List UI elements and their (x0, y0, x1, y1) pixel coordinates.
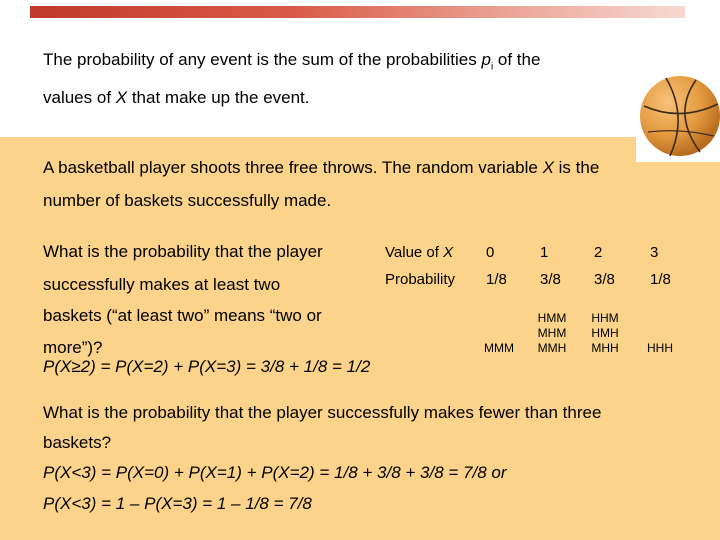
example-line-1 (43, 158, 599, 178)
outcome-item: HMH (591, 326, 619, 340)
table-prob-3: 1/8 (650, 271, 671, 288)
outcome-item: MHH (591, 341, 619, 355)
outcome-item: HMM (537, 311, 567, 325)
outcome-item: MMH (537, 341, 567, 355)
table-value-0: 0 (486, 244, 495, 261)
outcomes-2 (585, 311, 625, 356)
x-symbol: X (443, 244, 454, 261)
question2-line-1: What is the probability that the player successfully makes fewer than three (43, 403, 602, 422)
x-symbol: X (542, 158, 554, 177)
question2-line-2: baskets? (43, 433, 112, 452)
outcomes-1 (532, 311, 572, 356)
rule-text: values of (43, 88, 116, 107)
outcome-item: HHH (647, 341, 673, 355)
table-prob-2: 3/8 (594, 271, 615, 288)
question1-line-4: more”)? (43, 338, 103, 357)
basketball-icon (636, 70, 720, 162)
question1-line-3: baskets (“at least two” means “two or (43, 306, 322, 325)
example-text: A basketball player shoots three free throws. The random variable (43, 158, 543, 177)
table-prob-0: 1/8 (486, 271, 507, 288)
rule-text-end: of the (493, 50, 541, 69)
table-value-2: 2 (594, 244, 603, 261)
table-prob-1: 3/8 (540, 271, 561, 288)
rule-text-end: that make up the event. (127, 88, 310, 107)
p-symbol: p (481, 50, 491, 69)
rule-line-2 (43, 88, 310, 108)
table-value-3: 3 (650, 244, 659, 261)
outcomes-0 (479, 341, 519, 356)
outcome-item: MHM (537, 326, 567, 340)
rule-line-1 (43, 50, 540, 72)
question2-answer-2: P(X<3) = 1 – P(X=3) = 1 – 1/8 = 7/8 (43, 494, 312, 513)
outcome-item: MMM (484, 341, 514, 355)
example-text-end: is the (553, 158, 600, 177)
question2-answer-1: P(X<3) = P(X=0) + P(X=1) + P(X=2) = 1/8 + 3/8 + 3/8 = 7/8 or (43, 463, 507, 482)
outcome-item: HHM (591, 311, 619, 325)
example-line-2: number of baskets successfully made. (43, 191, 332, 210)
question1-answer: P(X≥2) = P(X=2) + P(X=3) = 3/8 + 1/8 = 1/2 (43, 357, 371, 376)
p-subscript: i (490, 61, 494, 73)
rule-text: The probability of any event is the sum of the probabilities (43, 50, 482, 69)
title-accent-bar (30, 6, 685, 18)
label-text: Value of (385, 244, 444, 261)
x-symbol: X (115, 88, 128, 107)
table-value-1: 1 (540, 244, 549, 261)
table-row-label-value (385, 244, 453, 261)
outcomes-3 (640, 341, 680, 356)
question1-line-1: What is the probability that the player (43, 242, 323, 261)
table-row-label-probability: Probability (385, 271, 456, 288)
question1-line-2: successfully makes at least two (43, 275, 281, 294)
